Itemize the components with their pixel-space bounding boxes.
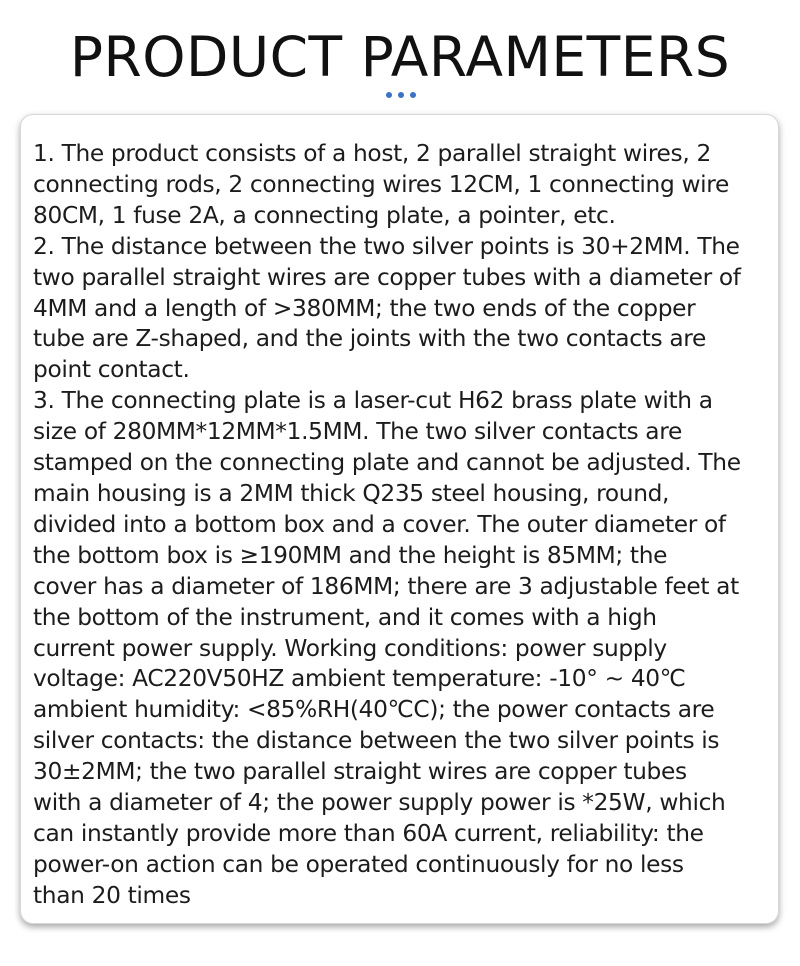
page-title: PRODUCT PARAMETERS [69, 25, 731, 89]
dot-icon [386, 92, 392, 98]
dot-icon [410, 92, 416, 98]
parameters-card [20, 114, 779, 924]
parameters-text: 1. The product consists of a host, 2 parallel straight wires, 2 connecting rods, 2 connecting wires 12CM, 1 connecting wire 80CM, 1 fuse 2A, a connecting plate, a pointer, etc. 2. The distance between the two silver points is 30+2MM. The two parallel straight wires are copper tubes with a diameter of 4MM and a length of >380MM; the two ends of the copper tube are Z-shaped, and the joints with the two contacts are point contact. 3. The connecting plate is a laser-cut H62 brass plate with a size of 280MM*12MM*1.5MM. The two silver contacts are stamped on the connecting plate and cannot be adjusted. The main housing is a 2MM thick Q235 steel housing, round, divided into a bottom box and a cover. The outer diameter of the bottom box is ≥190MM and the height is 85MM; the cover has a diameter of 186MM; there are 3 adjustable feet at the bottom of the instrument, and it comes with a high current power supply. Working conditions: power supply voltage: AC220V50HZ ambient temperature: -10° ~ 40℃ ambient humidity: <85%RH(40℃C); the power contacts are silver contacts: the distance between the two silver points is 30±2MM; the two parallel straight wires are copper tubes with a diameter of 4; the power supply power is *25W, which can instantly provide more than 60A current, reliability: the power-on action can be operated continuously for no less than 20 times [33, 140, 741, 909]
dot-icon [398, 92, 404, 98]
decorative-dots [386, 92, 416, 100]
